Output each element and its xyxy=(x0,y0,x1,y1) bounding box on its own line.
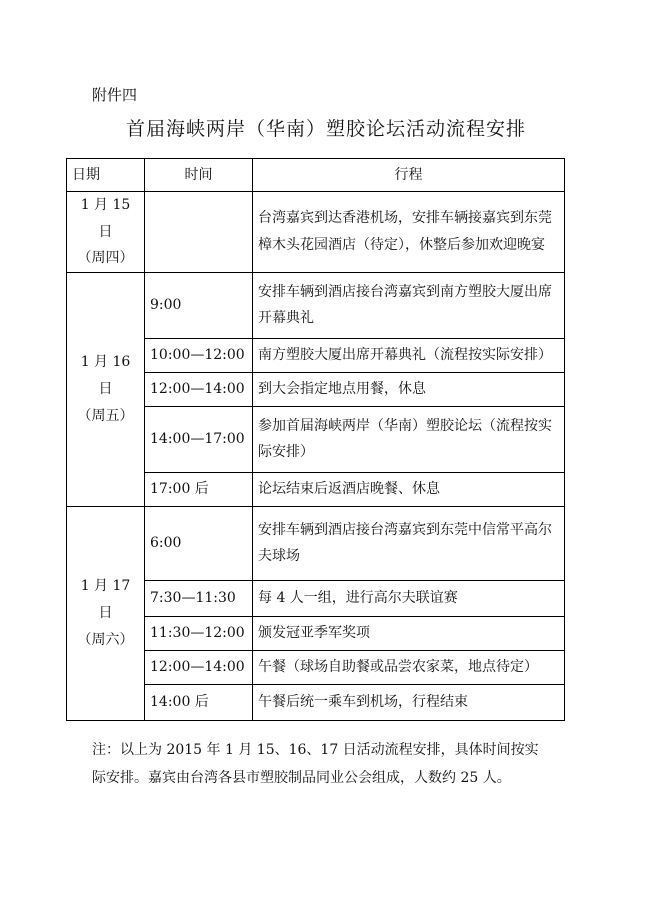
time-cell: 9:00 xyxy=(145,272,253,338)
day-date: 1 月 17 日 xyxy=(80,578,131,621)
schedule-table xyxy=(66,158,565,721)
header-time: 时间 xyxy=(145,159,253,192)
day-weekday: （周五） xyxy=(77,407,134,424)
time-cell: 11:30—12:00 xyxy=(145,616,253,650)
itinerary-cell: 参加首届海峡两岸（华南）塑胶论坛（流程按实际安排） xyxy=(253,406,565,472)
time-cell: 7:30—11:30 xyxy=(145,580,253,616)
itinerary-cell: 午餐（球场自助餐或品尝农家菜，地点待定） xyxy=(253,650,565,684)
itinerary-cell: 论坛结束后返酒店晚餐、休息 xyxy=(253,472,565,506)
itinerary-cell: 颁发冠亚季军奖项 xyxy=(253,616,565,650)
day-weekday: （周四） xyxy=(77,250,134,267)
itinerary-cell: 南方塑胶大厦出席开幕典礼（流程按实际安排） xyxy=(253,338,565,372)
itinerary-cell: 台湾嘉宾到达香港机场，安排车辆接嘉宾到东莞樟木头花园酒店（待定），休整后参加欢迎晚宴 xyxy=(253,192,565,273)
itinerary-cell: 到大会指定地点用餐，休息 xyxy=(253,372,565,406)
itinerary-cell: 安排车辆到酒店接台湾嘉宾到南方塑胶大厦出席开幕典礼 xyxy=(253,272,565,338)
itinerary-cell: 午餐后统一乘车到机场，行程结束 xyxy=(253,684,565,720)
time-cell: 17:00 后 xyxy=(145,472,253,506)
day-date-cell xyxy=(67,192,145,273)
page-title: 首届海峡两岸（华南）塑胶论坛活动流程安排 xyxy=(125,118,526,140)
header-itinerary: 行程 xyxy=(253,159,565,192)
header-date: 日期 xyxy=(67,159,145,192)
time-cell: 12:00—14:00 xyxy=(145,372,253,406)
itinerary-cell: 安排车辆到酒店接台湾嘉宾到东莞中信常平高尔夫球场 xyxy=(253,506,565,580)
time-cell: 14:00—17:00 xyxy=(145,406,253,472)
table-row xyxy=(67,506,565,580)
table-row xyxy=(67,272,565,338)
day-date: 1 月 15 日 xyxy=(80,197,131,240)
attachment-label: 附件四 xyxy=(92,86,138,104)
table-header-row xyxy=(67,159,565,192)
day-date: 1 月 16 日 xyxy=(80,354,131,397)
footnote: 注：以上为 2015 年 1 月 15、16、17 日活动流程安排，具体时间按实际安排。嘉宾由台湾各县市塑胶制品同业公会组成，人数约 25 人。 xyxy=(92,742,539,786)
time-cell: 14:00 后 xyxy=(145,684,253,720)
time-cell: 10:00—12:00 xyxy=(145,338,253,372)
time-cell: 12:00—14:00 xyxy=(145,650,253,684)
time-cell: 6:00 xyxy=(145,506,253,580)
day-date-cell xyxy=(67,506,145,720)
day-date-cell xyxy=(67,272,145,506)
day-weekday: （周六） xyxy=(77,631,134,648)
time-cell xyxy=(145,192,253,273)
table-row xyxy=(67,192,565,273)
itinerary-cell: 每 4 人一组，进行高尔夫联谊赛 xyxy=(253,580,565,616)
